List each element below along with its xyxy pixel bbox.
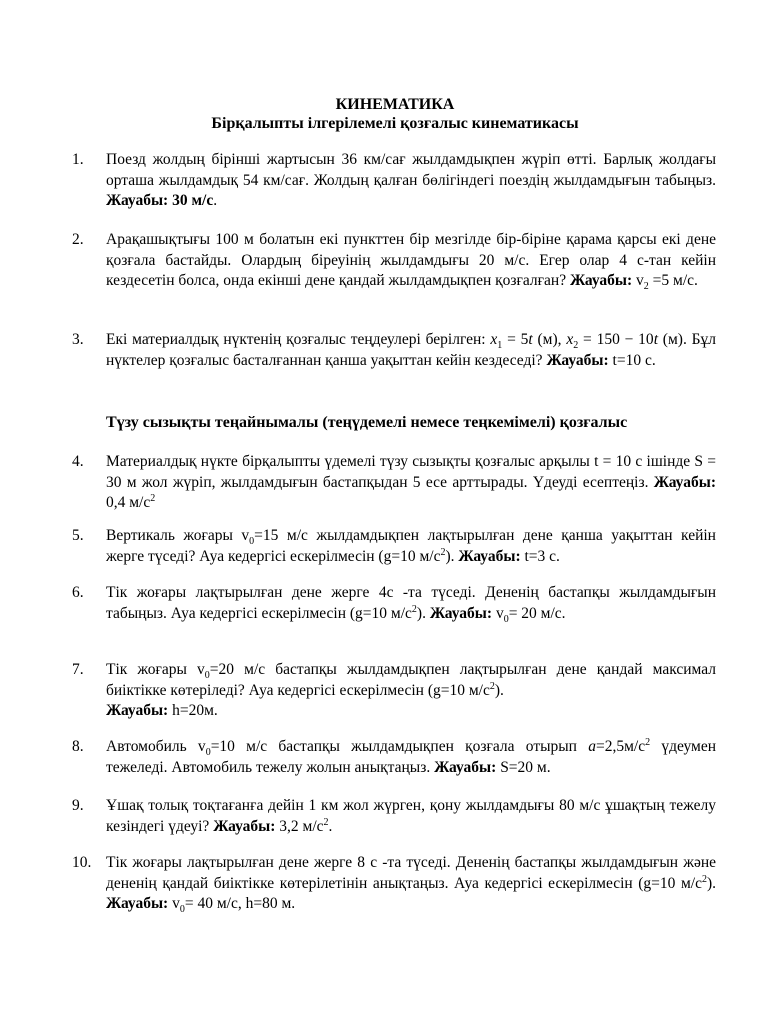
section-heading: Түзу сызықты теңайнымалы (теңүдемелі немесе теңкемімелі) қозғалыс <box>106 414 628 431</box>
answer-value: $v_0= 20$ м/с. <box>492 604 566 625</box>
answer-label: Жауабы: <box>106 895 169 912</box>
problem-text: Тік жоғары $v_0=20$ м/с бастапқы жылдамдықпен лақтырылған дене қандай максимал биіктікке көтеріледі? Ауа кедергісі ескерілмесін (g=10 $м/с^2$). Жауабы: h=20м. <box>106 661 717 719</box>
problem-number: 3. <box>72 331 84 348</box>
equation-2: $x_2 = 150 - 10t$ <box>566 331 658 352</box>
problem-text: Автомобиль $v_0=10$ м/с бастапқы жылдамдықпен қозғала отырып $a=2,5м/с^2$ үдеумен тежеледі. Автомобиль тежелу жолын анықтаңыз. Жауабы: S=20 м. <box>106 736 716 776</box>
answer-label: Жауабы: <box>653 473 716 491</box>
problem-number: 7. <box>72 661 84 678</box>
answer-label: Жауабы: <box>569 272 633 289</box>
document-title: КИНЕМАТИКА <box>335 96 455 113</box>
answer-value: S=20 м. <box>496 758 551 776</box>
problem-number: 8. <box>72 738 84 755</box>
problem-number: 6. <box>72 584 84 601</box>
problem-text: Тік жоғары лақтырылған дене жерге 4с -та түседі. Дененің бастапқы жылдамдығын табыңыз. Ауа кедергісі ескерілмесін (g=10 $м/с^2$). Жауабы: $v_0= 20$ м/с. <box>106 584 716 625</box>
answer-label: Жауабы: <box>213 817 276 835</box>
answer-label: Жауабы: <box>546 351 609 369</box>
answer-value: 3,2 $м/с^2$. <box>275 816 333 835</box>
answer-value: $v_0= 40$ м/с, h=80 м. <box>168 895 296 916</box>
problem-number: 5. <box>72 527 84 544</box>
answer-value: h=20м. <box>168 702 218 719</box>
answer-value: 30 м/с <box>172 192 214 209</box>
problem-text: Тік жоғары лақтырылған дене жерге 8 с -та түседі. Дененің бастапқы жылдамдығын және дененің қандай биіктікке көтерілетінін анықтаңыз. Ауа кедергісі ескерілмесін (g=10 $м/с^2$). Жауабы: $v_0= 40$ м/с, h=80 м. <box>106 854 716 916</box>
problem-number: 10. <box>72 854 92 871</box>
problem-text: Екі материалдық нүктенің қозғалыс теңдеулері берілген: $x_1 = 5t$ (м), $x_2 = 150 - 10t$ (м). Бұл нүктелер қозғалыс басталғаннан қанша уақыттан кейін кездеседі? Жауабы: t=10 с. <box>106 331 717 369</box>
problem-number: 1. <box>72 151 84 168</box>
problem-text: Вертикаль жоғары $v_0=15$ м/с жылдамдықпен лақтырылған дене қанша уақыттан кейін жерге түседі? Ауа кедергісі ескерілмесін (g=10 $м/с^2$). Жауабы: t=3 с. <box>106 527 716 565</box>
answer-value: 0,4 $м/с^2$ <box>106 492 156 511</box>
problem-text: Ұшақ толық тоқтағанға дейін 1 км жол жүрген, қону жылдамдығы 80 м/с ұшақтың тежелу кезіндегі үдеуі? Жауабы: 3,2 $м/с^2$. <box>106 797 716 835</box>
answer-value: t=3 с. <box>520 547 560 565</box>
document-subtitle: Бірқалыпты ілгерілемелі қозғалыс кинематикасы <box>211 115 579 132</box>
problem-text: Поезд жолдың бірінші жартысын 36 км/сағ жылдамдықпен жүріп өтті. Барлық жолдағы орташа жылдамдық 54 км/сағ. Жолдың қалған бөлігіндегі поездің жылдамдығын табыңыз. Жауабы: 30 м/с. <box>106 151 716 209</box>
problem-text: Арақашықтығы 100 м болатын екі пункттен бір мезгілде бір-біріне қарама қарсы екі дене қозғала бастайды. Олардың біреуінің жылдамдығы 20 м/с. Егер олар 4 с-тан кейін кездесетін болса, онда екінші дене қандай жылдамдықпен қозғалған? Жауабы: $v_2 =5$ м/с. <box>106 231 716 293</box>
answer-label: Жауабы: <box>429 604 493 622</box>
answer-label: Жауабы: <box>106 702 169 719</box>
problem-number: 4. <box>72 453 84 470</box>
equation-1: $x_1 = 5t$ <box>490 331 533 352</box>
answer-label: Жауабы: <box>106 192 169 209</box>
answer-label: Жауабы: <box>458 547 521 565</box>
problem-text: Материалдық нүкте бірқалыпты үдемелі түзу сызықты қозғалыс арқылы t = 10 с ішінде S = 30 м жол жүріп, жылдамдығын бастапқыдан 5 есе арттырады. Үдеуді есептеңіз. Жауабы: 0,4 $м/с^2$ <box>106 453 716 511</box>
problem-number: 9. <box>72 797 84 814</box>
answer-value: $v_2 =5$ м/с. <box>636 272 698 293</box>
problem-number: 2. <box>72 231 84 248</box>
answer-value: t=10 с. <box>608 351 656 369</box>
answer-label: Жауабы: <box>434 758 497 776</box>
